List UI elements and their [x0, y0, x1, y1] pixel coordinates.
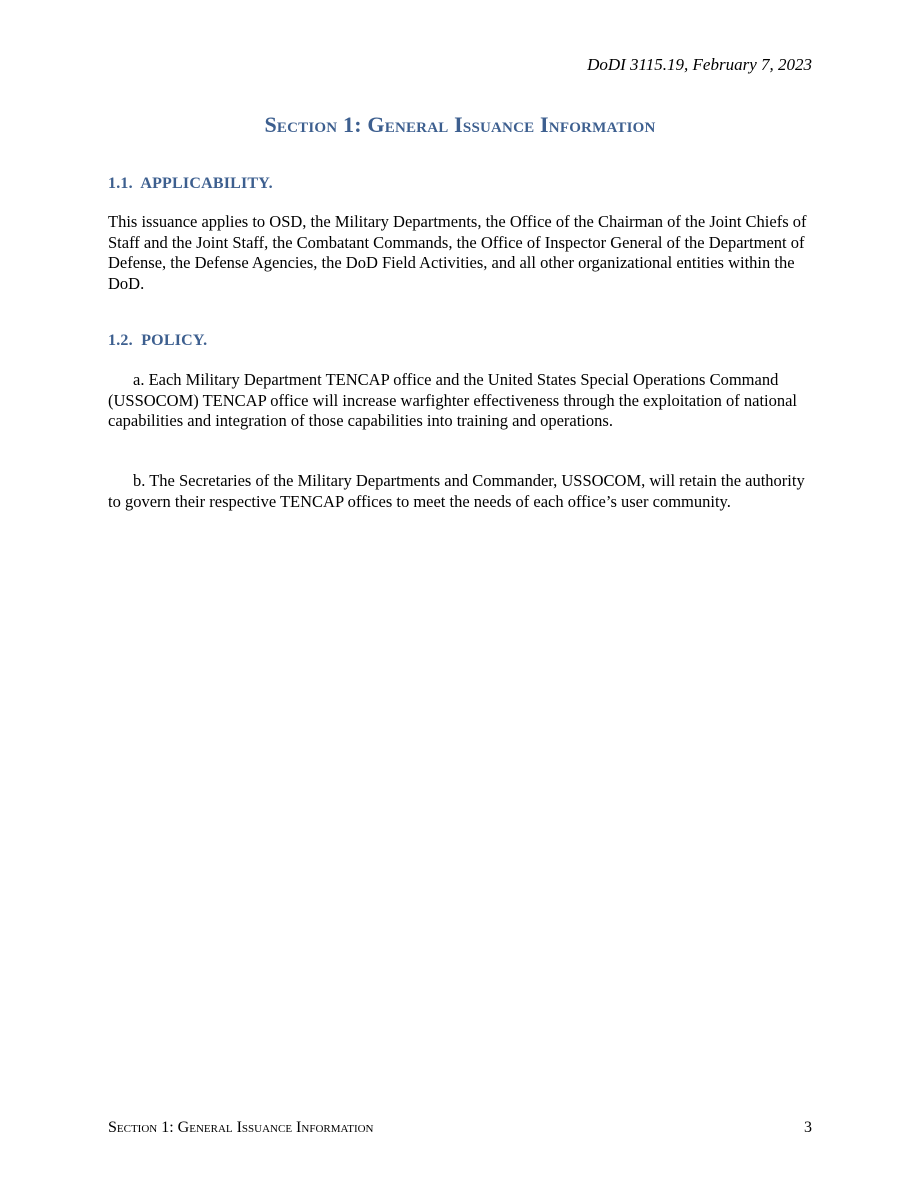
paragraph-policy-a: a. Each Military Department TENCAP office and the United States Special Operations Command (USSOCOM) TENCAP office will increase warfighter effectiveness through the exploitation of national capabilities and integration of those capabilities into training and operations. [108, 370, 798, 430]
running-header: DoDI 3115.19, February 7, 2023 [587, 55, 812, 74]
paragraph-applicability: This issuance applies to OSD, the Military Departments, the Office of the Chairman of the Joint Chiefs of Staff and the Joint Staff, the Combatant Commands, the Office of Inspector General of the Department of Defense, the Defense Agencies, the DoD Field Activities, and all other organizational entities within the DoD. [108, 212, 807, 293]
paragraph-policy-b: b. The Secretaries of the Military Departments and Commander, USSOCOM, will retain the authority to govern their respective TENCAP offices to meet the needs of each office’s user community. [108, 471, 805, 511]
footer-section-label: Section 1: General Issuance Information [108, 1119, 374, 1136]
heading-policy: 1.2. POLICY. [108, 332, 208, 349]
heading-applicability: 1.1. APPLICABILITY. [108, 175, 273, 192]
section-title: Section 1: General Issuance Information [264, 112, 656, 137]
footer-page-number: 3 [804, 1119, 812, 1136]
